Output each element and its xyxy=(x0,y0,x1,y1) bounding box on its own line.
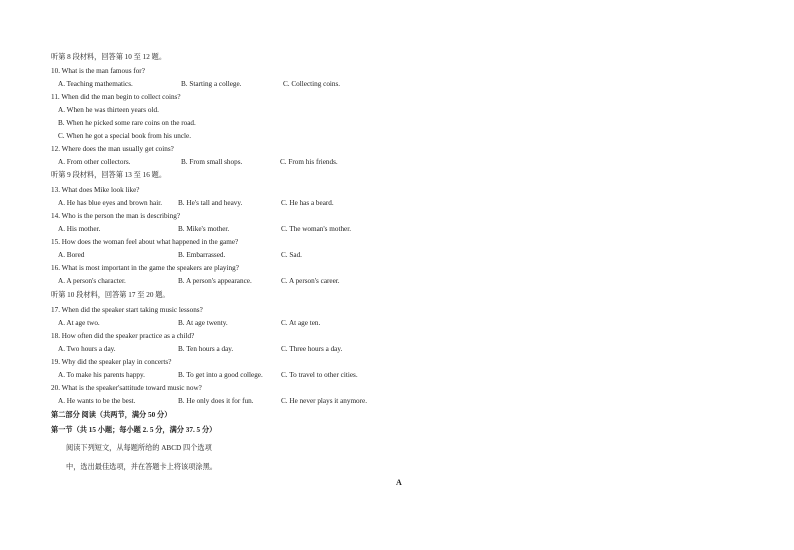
question-19: 19. Why did the speaker play in concerts? xyxy=(51,358,172,366)
question-15: 15. How does the woman feel about what happened in the game? xyxy=(51,238,239,246)
option-16-c: C. A person's career. xyxy=(281,277,340,285)
option-11-b: B. When he picked some rare coins on the road. xyxy=(58,119,196,127)
option-13-b: B. He's tall and heavy. xyxy=(178,199,243,207)
option-13-a: A. He has blue eyes and brown hair. xyxy=(58,199,162,207)
instruction-line-2: 中，选出最佳选项，并在答题卡上将该项涂黑。 xyxy=(66,463,217,471)
option-10-a: A. Teaching mathematics. xyxy=(58,80,133,88)
instruction-line-1: 阅读下列短文，从每题所给的 ABCD 四个选项 xyxy=(66,444,212,452)
option-18-a: A. Two hours a day. xyxy=(58,345,116,353)
section-header-9: 听第 9 段材料，回答第 13 至 16 题。 xyxy=(51,171,167,179)
question-10: 10. What is the man famous for? xyxy=(51,67,145,75)
option-13-c: C. He has a beard. xyxy=(281,199,334,207)
option-14-c: C. The woman's mother. xyxy=(281,225,352,233)
option-15-b: B. Embarrassed. xyxy=(178,251,226,259)
section-header-10: 听第 10 段材料，回答第 17 至 20 题。 xyxy=(51,291,170,299)
option-20-a: A. He wants to be the best. xyxy=(58,397,136,405)
section-header-8: 听第 8 段材料，回答第 10 至 12 题。 xyxy=(51,53,167,61)
option-11-a: A. When he was thirteen years old. xyxy=(58,106,159,114)
option-19-b: B. To get into a good college. xyxy=(178,371,263,379)
option-10-b: B. Starting a college. xyxy=(181,80,242,88)
option-12-c: C. From his friends. xyxy=(280,158,338,166)
option-19-a: A. To make his parents happy. xyxy=(58,371,145,379)
option-10-c: C. Collecting coins. xyxy=(283,80,341,88)
option-12-b: B. From small shops. xyxy=(181,158,243,166)
option-12-a: A. From other collectors. xyxy=(58,158,131,166)
option-14-a: A. His mother. xyxy=(58,225,101,233)
option-15-a: A. Bored xyxy=(58,251,85,259)
question-16: 16. What is most important in the game the speakers are playing? xyxy=(51,264,239,272)
question-13: 13. What does Mike look like? xyxy=(51,186,140,194)
option-18-b: B. Ten hours a day. xyxy=(178,345,234,353)
passage-letter: A xyxy=(396,478,402,487)
question-14: 14. Who is the person the man is describing? xyxy=(51,212,181,220)
question-12: 12. Where does the man usually get coins? xyxy=(51,145,174,153)
option-20-c: C. He never plays it anymore. xyxy=(281,397,368,405)
question-17: 17. When did the speaker start taking music lessons? xyxy=(51,306,203,314)
option-17-c: C. At age ten. xyxy=(281,319,321,327)
question-18: 18. How often did the speaker practice as a child? xyxy=(51,332,195,340)
option-18-c: C. Three hours a day. xyxy=(281,345,343,353)
part-2-heading: 第二部分 阅读（共两节，满分 50 分） xyxy=(51,411,172,419)
option-17-b: B. At age twenty. xyxy=(178,319,228,327)
option-15-c: C. Sad. xyxy=(281,251,302,259)
question-20: 20. What is the speaker'sattitude toward music now? xyxy=(51,384,202,392)
question-11: 11. When did the man begin to collect coins? xyxy=(51,93,181,101)
option-17-a: A. At age two. xyxy=(58,319,100,327)
option-19-c: C. To travel to other cities. xyxy=(281,371,358,379)
option-14-b: B. Mike's mother. xyxy=(178,225,230,233)
option-20-b: B. He only does it for fun. xyxy=(178,397,254,405)
option-11-c: C. When he got a special book from his uncle. xyxy=(58,132,192,140)
section-1-heading: 第一节（共 15 小题；每小题 2. 5 分，满分 37. 5 分） xyxy=(51,426,217,434)
option-16-b: B. A person's appearance. xyxy=(178,277,252,285)
option-16-a: A. A person's character. xyxy=(58,277,126,285)
